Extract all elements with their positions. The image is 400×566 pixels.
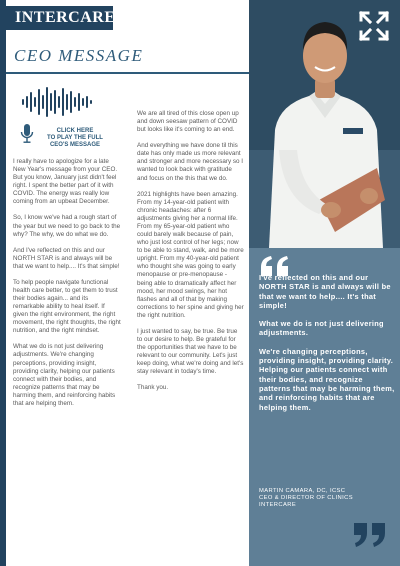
right-paragraph: Thank you.	[137, 384, 169, 392]
right-paragraph: We are all tired of this close open up and down seesaw pattern of COVID but looks like it's coming to an end.	[137, 110, 239, 134]
signature-role: CEO & DIRECTOR OF CLINICS	[259, 495, 353, 501]
play-label-line-1: CLICK HERE	[56, 128, 94, 134]
right-paragraph: 2021 highlights have been amazing. From my 14-year-old patient with chronic headaches: after 6 adjustments giving her a normal life. From my 65-year-old patient who could barely walk because of pain, who just lost control of her legs; now to be able to stand, walk, and be more upright. From my 40-year-old patient who thought she was going to early menopause or pre-menopause - being able to dramatically affect her mood, her mood swings, her hot flashes and all of that by making corrections to her spine and giving her the right nutrition.	[137, 190, 244, 319]
ceo-photo	[249, 0, 400, 248]
pull-quote	[259, 273, 395, 421]
right-paragraph: And everything we have done til this date has only made us more relevant and stronger and more necessary so I wanted to look back with gratitude and focus on the this that we do.	[137, 142, 244, 182]
close-quote-icon	[351, 523, 387, 547]
right-paragraph: I just wanted to say, be true. Be true to our desire to help. Be grateful for the opportunities that we have to be relevant to our community. Let's just keep doing, what we're doing and let's stay relevant in today's time.	[137, 327, 244, 376]
quote-paragraph: I've reflected on this and our NORTH STAR is and always will be that we want to help.... It's that simple!	[259, 273, 391, 310]
left-paragraph: To help people navigate functional health care better, to get them to trust their bodies again... and its remarkable ability to heal itself. If given the right environment, the right movement, the right thoughts, the right nutrition, and the right mindset.	[13, 278, 121, 335]
quote-panel	[249, 0, 400, 566]
quote-paragraph: What we do is not just delivering adjustments.	[259, 319, 384, 338]
left-paragraph: So, I know we've had a rough start of the year but we need to go back to the why? The why, we do what we do.	[13, 214, 121, 238]
intercare-logo-icon	[357, 9, 391, 43]
soundwave-icon[interactable]	[22, 87, 94, 117]
title-divider	[6, 72, 249, 74]
signature-block	[259, 488, 395, 509]
quote-paragraph: We're changing perceptions, providing insight, providing clarity. Helping our patients connect with their bodies, and recognize patterns that may be harming them, and reinforcing habits that are helping them.	[259, 346, 395, 412]
left-paragraph: What we do is not just delivering adjustments. We're changing perceptions, providing insight, providing clarity, helping our patients connect with their bodies, and recognize patterns that may be harming them, and reinforcing habits that are helping them.	[13, 343, 116, 407]
page-title: CEO MESSAGE	[14, 46, 144, 65]
left-edge-stripe	[0, 0, 6, 566]
right-text-column	[137, 110, 244, 400]
signature-name: MARTIN CAMARA, DC, ICSC	[259, 488, 346, 494]
brand-name: INTERCARE	[6, 6, 113, 30]
left-paragraph: I really have to apologize for a late New Year's message from your CEO. But you know, January just didn't feel right. I spent the better part of it with COVID. The energy was really low coming from an upbeat December.	[13, 158, 118, 206]
play-message-link[interactable]	[40, 128, 110, 149]
left-text-column	[13, 158, 121, 416]
play-label-line-3: CEO'S MESSAGE	[49, 142, 101, 148]
microphone-icon[interactable]	[20, 124, 34, 144]
left-paragraph: And I've reflected on this and our NORTH STAR is and always will be that we want to help.... It's that simple!	[13, 246, 120, 270]
play-label-line-2: TO PLAY THE FULL	[47, 135, 103, 141]
signature-org: INTERCARE	[259, 502, 297, 508]
